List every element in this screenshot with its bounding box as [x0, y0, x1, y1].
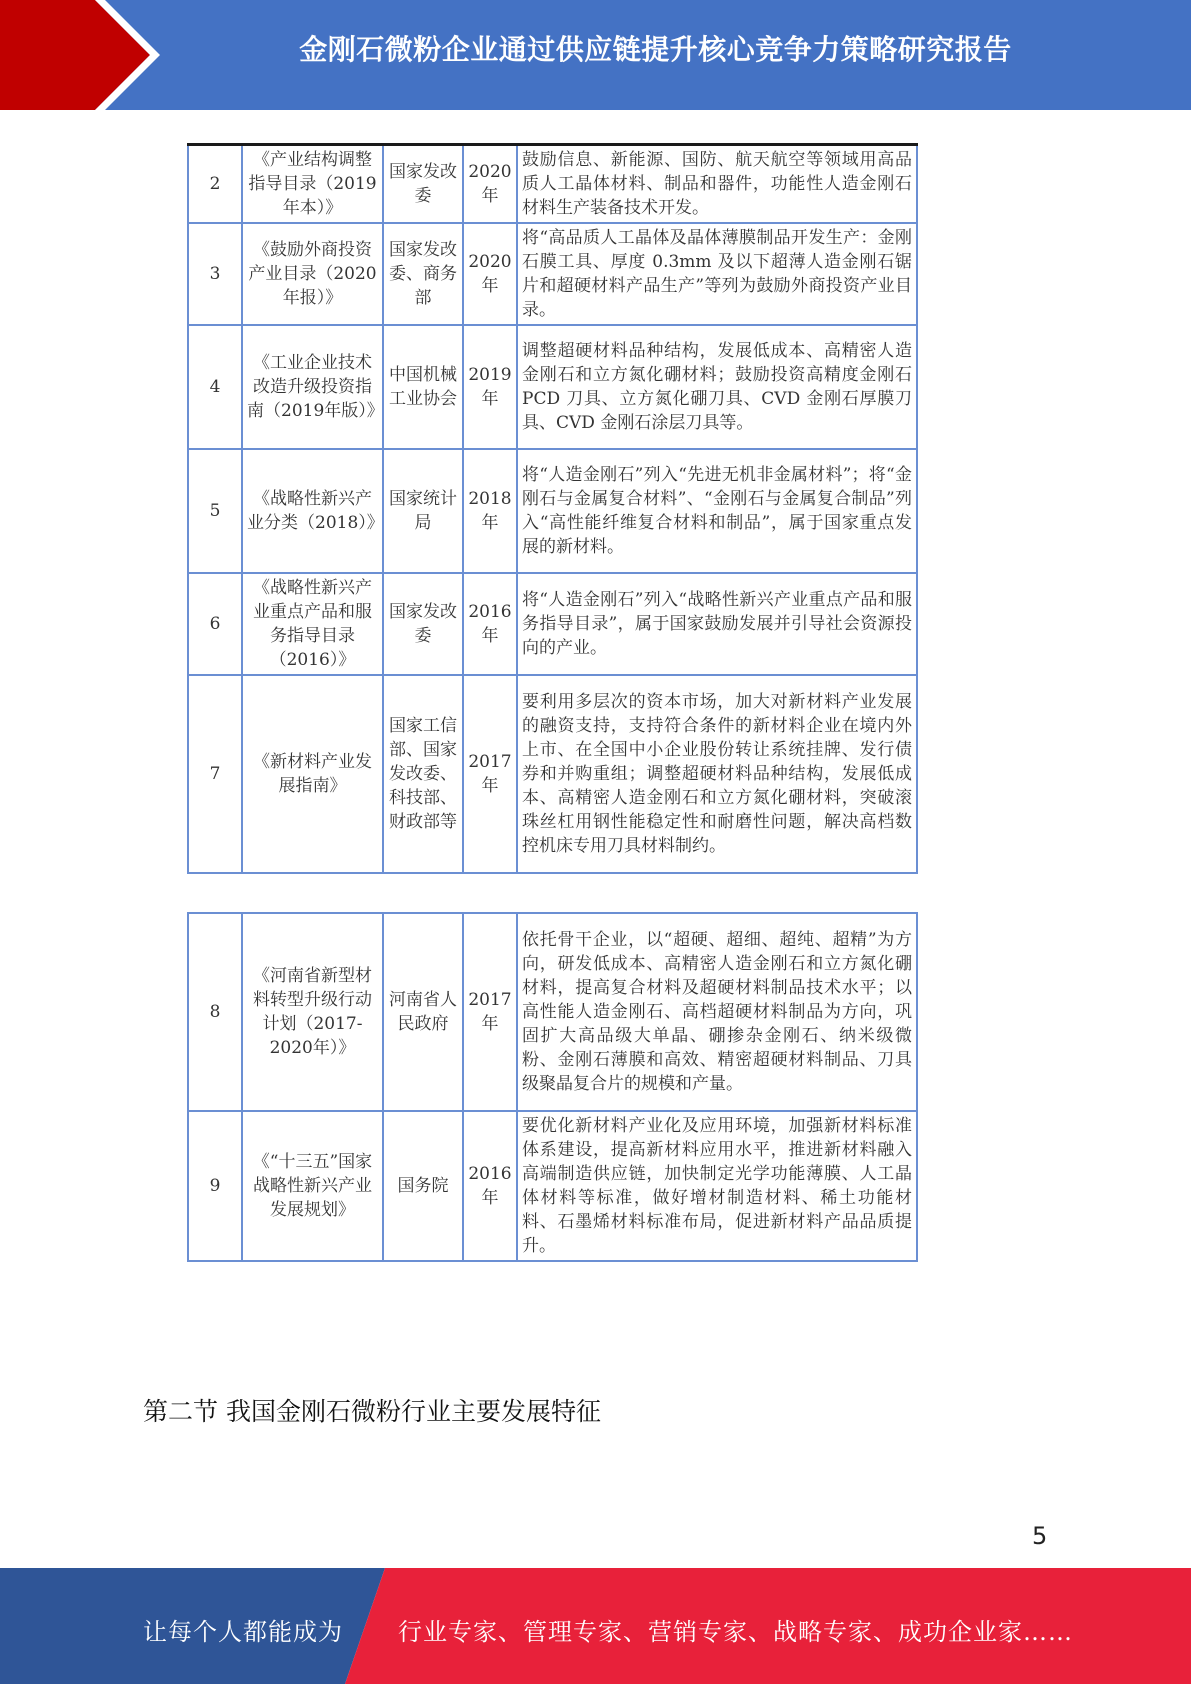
page-number: 5 — [1032, 1522, 1048, 1550]
issuer-cell: 国家发改委、商务部 — [383, 223, 463, 325]
policy-content-cell: 要优化新材料产业化及应用环境，加强新材料标准体系建设，提高新材料应用水平，推进新材料融入高端制造供应链，加快制定光学功能薄膜、人工晶体材料等标准，做好增材制造材料、稀土功能材料、石墨烯材料标准布局，促进新材料产品品质提升。 — [517, 1111, 917, 1261]
policy-name-cell: 《战略性新兴产业重点产品和服务指导目录（2016）》 — [242, 573, 383, 675]
year-cell: 2018年 — [463, 449, 517, 573]
policy-content-cell: 要利用多层次的资本市场，加大对新材料产业发展的融资支持，支持符合条件的新材料企业在境内外上市、在全国中小企业股份转让系统挂牌、发行债券和并购重组；调整超硬材料品种结构，发展低成本、高精密人造金刚石和立方氮化硼材料，突破滚珠丝杠用钢性能稳定性和耐磨性问题，解决高档数控机床专用刀具材料制约。 — [517, 675, 917, 873]
table-row — [188, 1111, 917, 1261]
year-cell: 2020年 — [463, 223, 517, 325]
year-cell: 2016年 — [463, 573, 517, 675]
row-number-cell: 8 — [188, 913, 242, 1111]
year-cell: 2017年 — [463, 675, 517, 873]
header-banner — [0, 0, 1191, 110]
row-number-cell: 4 — [188, 325, 242, 449]
policy-content-cell: 鼓励信息、新能源、国防、航天航空等领域用高品质人工晶体材料、制品和器件，功能性人造金刚石材料生产装备技术开发。 — [517, 145, 917, 224]
footer-slogan-right: 行业专家、管理专家、营销专家、战略专家、成功企业家…… — [398, 1618, 1073, 1646]
policy-content-cell: 调整超硬材料品种结构，发展低成本、高精密人造金刚石和立方氮化硼材料；鼓励投资高精度金刚石 PCD 刀具、立方氮化硼刀具、CVD 金刚石厚膜刀具、CVD 金刚石涂层刀具等。 — [517, 325, 917, 449]
row-number-cell: 5 — [188, 449, 242, 573]
table-row — [188, 573, 917, 675]
policy-content-cell: 将“人造金刚石”列入“战略性新兴产业重点产品和服务指导目录”，属于国家鼓励发展并引导社会资源投向的产业。 — [517, 573, 917, 675]
row-number-cell: 3 — [188, 223, 242, 325]
policy-name-cell: 《河南省新型材料转型升级行动计划（2017-2020年）》 — [242, 913, 383, 1111]
row-number-cell: 2 — [188, 145, 242, 224]
policy-name-cell: 《“十三五”国家战略性新兴产业发展规划》 — [242, 1111, 383, 1261]
table-row — [188, 145, 917, 224]
table-row — [188, 325, 917, 449]
table-row — [188, 913, 917, 1111]
policy-content-cell: 将“人造金刚石”列入“先进无机非金属材料”；将“金刚石与金属复合材料”、“金刚石与金属复合制品”列入“高性能纤维复合材料和制品”，属于国家重点发展的新材料。 — [517, 449, 917, 573]
policy-table-part-1 — [187, 143, 918, 874]
issuer-cell: 河南省人民政府 — [383, 913, 463, 1111]
policy-name-cell: 《产业结构调整指导目录（2019年本）》 — [242, 145, 383, 224]
policy-name-cell: 《工业企业技术改造升级投资指南（2019年版）》 — [242, 325, 383, 449]
policy-name-cell: 《战略性新兴产业分类（2018）》 — [242, 449, 383, 573]
row-number-cell: 6 — [188, 573, 242, 675]
footer-banner — [0, 1568, 1191, 1684]
section-heading: 第二节 我国金刚石微粉行业主要发展特征 — [143, 1397, 601, 1426]
issuer-cell: 中国机械工业协会 — [383, 325, 463, 449]
row-number-cell: 9 — [188, 1111, 242, 1261]
table-row — [188, 223, 917, 325]
year-cell: 2020年 — [463, 145, 517, 224]
policy-table-body — [188, 145, 917, 874]
issuer-cell: 国家发改委 — [383, 573, 463, 675]
year-cell: 2019年 — [463, 325, 517, 449]
table-row — [188, 449, 917, 573]
row-number-cell: 7 — [188, 675, 242, 873]
issuer-cell: 国家统计局 — [383, 449, 463, 573]
issuer-cell: 国务院 — [383, 1111, 463, 1261]
policy-content-cell: 依托骨干企业，以“超硬、超细、超纯、超精”为方向，研发低成本、高精密人造金刚石和立方氮化硼材料，提高复合材料及超硬材料制品技术水平；以高性能人造金刚石、高档超硬材料制品为方向，巩固扩大高品级大单晶、硼掺杂金刚石、纳米级微粉、金刚石薄膜和高效、精密超硬材料制品、刀具级聚晶复合片的规模和产量。 — [517, 913, 917, 1111]
issuer-cell: 国家工信部、国家发改委、科技部、财政部等 — [383, 675, 463, 873]
footer-slogan-left: 让每个人都能成为 — [143, 1618, 343, 1646]
year-cell: 2016年 — [463, 1111, 517, 1261]
policy-content-cell: 将“高品质人工晶体及晶体薄膜制品开发生产：金刚石膜工具、厚度 0.3mm 及以下超薄人造金刚石锯片和超硬材料产品生产”等列为鼓励外商投资产业目录。 — [517, 223, 917, 325]
table-row — [188, 675, 917, 873]
policy-table-body — [188, 913, 917, 1261]
year-cell: 2017年 — [463, 913, 517, 1111]
issuer-cell: 国家发改委 — [383, 145, 463, 224]
report-title: 金刚石微粉企业通过供应链提升核心竞争力策略研究报告 — [299, 33, 1012, 66]
policy-name-cell: 《新材料产业发展指南》 — [242, 675, 383, 873]
policy-name-cell: 《鼓励外商投资产业目录（2020年报）》 — [242, 223, 383, 325]
policy-table-part-2 — [187, 912, 918, 1262]
